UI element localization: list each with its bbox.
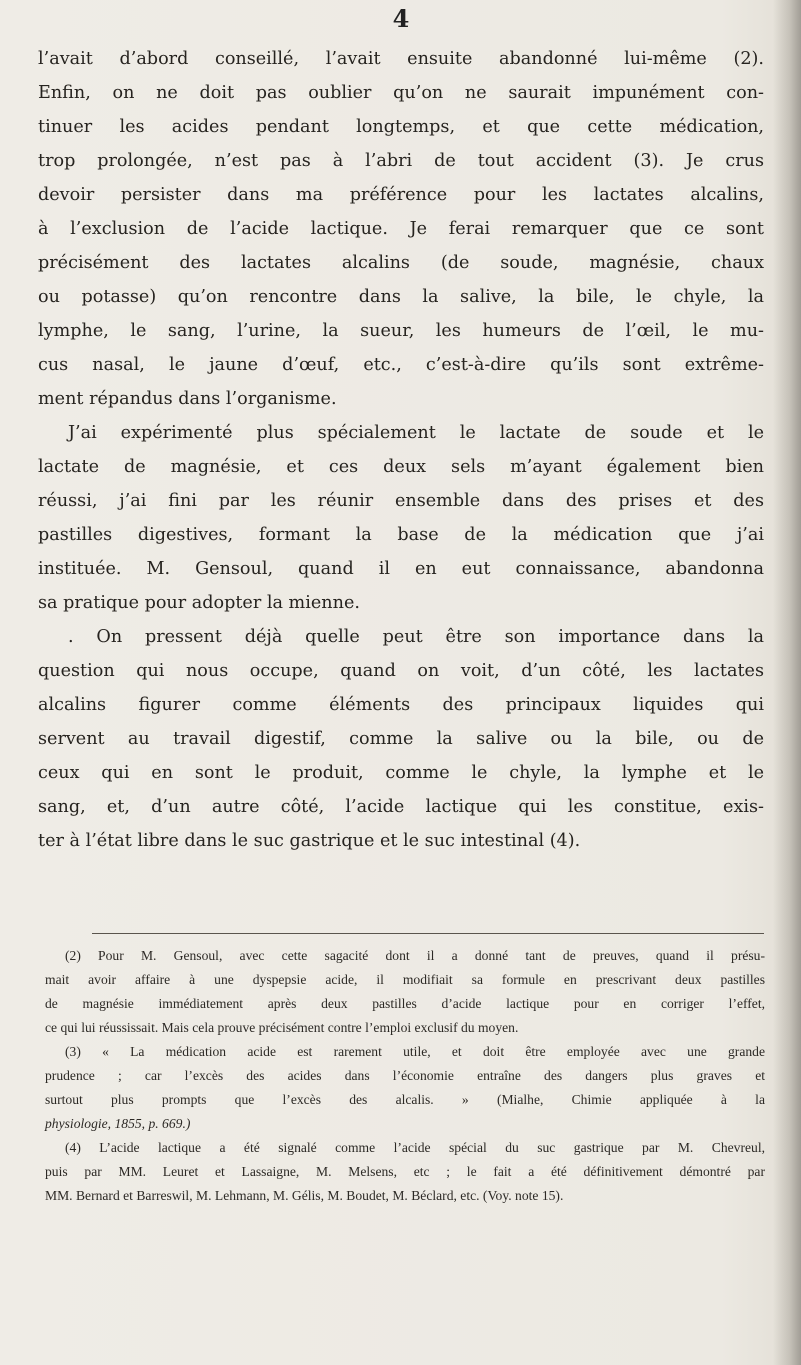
footnote-line: ce qui lui réussissait. Mais cela prouve précisément contre l’emploi exclusif du moyen. xyxy=(45,1020,519,1035)
body-line: l’avait d’abord conseillé, l’avait ensuite abandonné lui-même (2). xyxy=(38,49,764,69)
body-line: précisément des lactates alcalins (de soude, magnésie, chaux xyxy=(38,253,764,273)
body-line: ceux qui en sont le produit, comme le chyle, la lymphe et le xyxy=(38,763,764,783)
body-line: J’ai expérimenté plus spécialement le lactate de soude et le xyxy=(68,423,764,443)
body-line: pastilles digestives, formant la base de la médication que j’ai xyxy=(38,525,764,545)
body-line: ter à l’état libre dans le suc gastrique et le suc intestinal (4). xyxy=(38,831,581,851)
body-line: lymphe, le sang, l’urine, la sueur, les humeurs de l’œil, le mu- xyxy=(38,321,764,341)
body-line: question qui nous occupe, quand on voit, d’un côté, les lactates xyxy=(38,661,764,681)
footnote-line: MM. Bernard et Barreswil, M. Lehmann, M. Gélis, M. Boudet, M. Béclard, etc. (Voy. note 15). xyxy=(45,1188,564,1203)
footnote-line: prudence ; car l’excès des acides dans l’économie entraîne des dangers plus graves et xyxy=(45,1068,765,1083)
footnote-3 xyxy=(45,1040,765,1136)
footnote-line: physiologie, 1855, p. 669.) xyxy=(45,1116,191,1131)
footnote-line: puis par MM. Leuret et Lassaigne, M. Melsens, etc ; le fait a été définitivement démontré par xyxy=(45,1164,765,1179)
body-line: Enfin, on ne doit pas oublier qu’on ne saurait impunément con- xyxy=(38,83,764,103)
body-line: réussi, j’ai fini par les réunir ensemble dans des prises et des xyxy=(38,491,764,511)
footnote-2 xyxy=(45,944,765,1040)
page-number: 4 xyxy=(392,4,410,33)
body-line: lactate de magnésie, et ces deux sels m’ayant également bien xyxy=(38,457,764,477)
body-line: à l’exclusion de l’acide lactique. Je ferai remarquer que ce sont xyxy=(38,219,764,239)
body-line: servent au travail digestif, comme la salive ou la bile, ou de xyxy=(38,729,764,749)
body-line: alcalins figurer comme éléments des principaux liquides qui xyxy=(38,695,764,715)
footnote-line: mait avoir affaire à une dyspepsie acide, il modifiait sa formule en prescrivant deux pastilles xyxy=(45,972,765,987)
footnote-line: (4) L’acide lactique a été signalé comme l’acide spécial du suc gastrique par M. Chevreul, xyxy=(65,1140,765,1155)
footnote-line: surtout plus prompts que l’excès des alcalis. » (Mialhe, Chimie appliquée à la xyxy=(45,1092,765,1107)
body-line: instituée. M. Gensoul, quand il en eut connaissance, abandonna xyxy=(38,559,764,579)
body-line: sang, et, d’un autre côté, l’acide lactique qui les constitue, exis- xyxy=(38,797,764,817)
footnotes xyxy=(45,944,765,1208)
body-text xyxy=(38,42,764,858)
body-line: ou potasse) qu’on rencontre dans la salive, la bile, le chyle, la xyxy=(38,287,764,307)
body-line: ment répandus dans l’organisme. xyxy=(38,389,337,409)
body-line: devoir persister dans ma préférence pour les lactates alcalins, xyxy=(38,185,764,205)
body-line: . On pressent déjà quelle peut être son importance dans la xyxy=(68,627,764,647)
body-line: trop prolongée, n’est pas à l’abri de tout accident (3). Je crus xyxy=(38,151,764,171)
footnote-line: (2) Pour M. Gensoul, avec cette sagacité dont il a donné tant de preuves, quand il présu- xyxy=(65,948,765,963)
footnote-4 xyxy=(45,1136,765,1208)
body-line: cus nasal, le jaune d’œuf, etc., c’est-à-dire qu’ils sont extrême- xyxy=(38,355,764,375)
footnote-rule xyxy=(92,933,764,934)
body-line: tinuer les acides pendant longtemps, et que cette médication, xyxy=(38,117,764,137)
body-line: sa pratique pour adopter la mienne. xyxy=(38,593,360,613)
page-edge-shadow xyxy=(773,0,801,1365)
footnote-line: (3) « La médication acide est rarement utile, et doit être employée avec une grande xyxy=(65,1044,765,1059)
footnote-line: de magnésie immédiatement après deux pastilles d’acide lactique pour en corriger l’effet, xyxy=(45,996,765,1011)
